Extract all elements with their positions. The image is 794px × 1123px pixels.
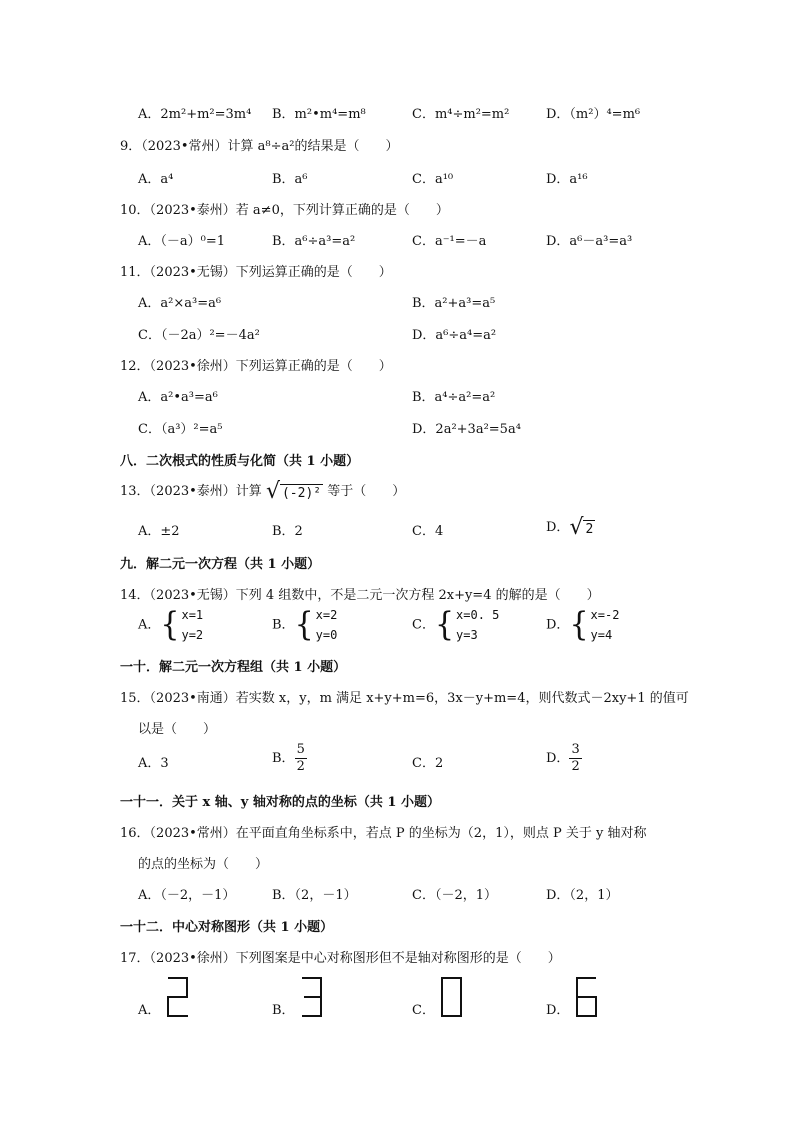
section-heading-8: 八．二次根式的性质与化简（共 1 小题） — [120, 454, 360, 469]
q16-option-d: D．（2，1） — [546, 888, 619, 903]
q15-stem-line2: 以是（ ） — [138, 722, 217, 737]
q8-option-d: D．（m²）⁴=m⁶ — [546, 107, 641, 122]
section-heading-9: 九．解二元一次方程（共 1 小题） — [120, 557, 321, 572]
q17-option-d-label: D． — [546, 1003, 570, 1018]
q13-stem-pre: 13．（2023•泰州）计算 — [120, 484, 262, 499]
brace-icon: { — [434, 605, 455, 644]
q13-option-d-label: D． — [546, 520, 570, 535]
q14-option-a — [138, 605, 203, 645]
sqrt-sign-icon: √ — [265, 478, 280, 504]
q10-option-b: B．a⁶÷a³=a² — [272, 234, 356, 249]
q13-option-a: A．±2 — [138, 524, 180, 539]
q15-stem-line1: 15．（2023•南通）若实数 x，y，m 满足 x+y+m=6，3x－y+m=4，则代数式－2xy+1 的值可 — [120, 691, 689, 706]
q14-option-a-label: A． — [138, 617, 161, 633]
q13-option-d-radical — [569, 514, 595, 540]
section-heading-12: 一十二．中心对称图形（共 1 小题） — [120, 920, 334, 935]
q16-stem-line2: 的点的坐标为（ ） — [138, 857, 269, 872]
q12-stem: 12．（2023•徐州）下列运算正确的是（ ） — [120, 359, 392, 374]
q16-stem-line1: 16．（2023•常州）在平面直角坐标系中，若点 P 的坐标为（2，1），则点 P 关于 y 轴对称 — [120, 826, 647, 841]
q17-option-b-label: B． — [272, 1003, 295, 1018]
digit-0-figure-icon — [439, 976, 465, 1020]
q14-option-b-label: B． — [272, 617, 295, 633]
q9-option-b: B．a⁶ — [272, 172, 308, 187]
q13-option-b: B．2 — [272, 524, 303, 539]
section-heading-10: 一十．解二元一次方程组（共 1 小题） — [120, 660, 347, 675]
digit-2-figure-icon — [165, 976, 191, 1020]
q11-option-b: B．a²+a³=a⁵ — [412, 296, 496, 311]
q15-option-a: A．3 — [138, 756, 169, 771]
q14-b-row1: x=2 — [315, 608, 338, 622]
q14-option-b-system — [295, 605, 338, 645]
q15-option-d — [546, 742, 582, 775]
q13-stem — [120, 480, 405, 503]
q16-option-c: C．（－2，1） — [412, 888, 497, 903]
q14-d-row1: x=-2 — [590, 608, 620, 622]
q8-option-b: B．m²•m⁴=m⁸ — [272, 107, 366, 122]
q12-option-a: A．a²•a³=a⁶ — [138, 390, 218, 405]
q9-stem: 9．（2023•常州）计算 a⁸÷a²的结果是（ ） — [120, 139, 399, 154]
q15-option-c: C．2 — [412, 756, 444, 771]
q14-c-row1: x=0. 5 — [456, 608, 500, 622]
q14-option-c-label: C． — [412, 617, 435, 633]
q17-option-d — [546, 976, 600, 1020]
q11-stem: 11．（2023•无锡）下列运算正确的是（ ） — [120, 265, 392, 280]
q10-option-a: A．（－a）⁰=1 — [138, 234, 226, 249]
section-heading-11: 一十一．关于 x 轴、y 轴对称的点的坐标（共 1 小题） — [120, 795, 440, 810]
q10-option-c: C．a⁻¹=－a — [412, 234, 487, 249]
fraction-denominator: 2 — [296, 759, 305, 774]
q17-option-a-label: A． — [138, 1003, 161, 1018]
q14-option-d-system — [569, 605, 619, 645]
q14-b-row2: y=0 — [315, 628, 338, 642]
brace-icon: { — [160, 605, 180, 644]
q10-stem: 10．（2023•泰州）若 a≠0，下列计算正确的是（ ） — [120, 203, 449, 218]
q12-option-d: D．2a²+3a²=5a⁴ — [412, 422, 521, 437]
q11-option-a: A．a²×a³=a⁶ — [138, 296, 222, 311]
digit-6-figure-icon — [574, 976, 600, 1020]
q15-option-d-label: D． — [546, 751, 570, 766]
q17-option-c-label: C． — [412, 1003, 435, 1018]
q16-option-a: A．（－2，－1） — [138, 888, 236, 903]
fraction-numerator: 3 — [571, 742, 580, 757]
q17-stem: 17．（2023•徐州）下列图案是中心对称图形但不是轴对称图形的是（ ） — [120, 951, 561, 966]
q10-option-d: D．a⁶－a³=a³ — [546, 234, 633, 249]
q17-option-a — [138, 976, 191, 1020]
q14-option-c — [412, 605, 499, 645]
digit-3-figure-icon — [299, 976, 325, 1020]
q13-option-d-radicand: 2 — [585, 521, 594, 537]
q14-option-c-system — [435, 605, 499, 645]
sqrt-sign-icon: √ — [569, 514, 584, 540]
q8-option-c: C．m⁴÷m²=m² — [412, 107, 510, 122]
q14-option-a-system — [160, 605, 203, 645]
brace-icon: { — [294, 605, 314, 644]
q9-option-d: D．a¹⁶ — [546, 172, 588, 187]
q13-stem-post: 等于（ ） — [327, 484, 406, 499]
q14-stem: 14．（2023•无锡）下列 4 组数中，不是二元一次方程 2x+y=4 的解的是（ ） — [120, 588, 600, 603]
q13-option-d — [546, 516, 595, 539]
q14-option-b — [272, 605, 337, 645]
q12-option-b: B．a⁴÷a²=a² — [412, 390, 496, 405]
q16-option-b: B．（2，－1） — [272, 888, 357, 903]
q15-option-d-fraction — [569, 742, 581, 775]
q14-a-row2: y=2 — [181, 628, 204, 642]
q14-option-d-label: D． — [546, 617, 570, 633]
fraction-denominator: 2 — [571, 759, 580, 774]
q14-c-row2: y=3 — [456, 628, 478, 642]
brace-icon: { — [569, 605, 589, 644]
q14-option-d — [546, 605, 619, 645]
q13-radical — [265, 478, 323, 504]
q13-option-c: C．4 — [412, 524, 444, 539]
q11-option-d: D．a⁶÷a⁴=a² — [412, 328, 497, 343]
q17-option-b — [272, 976, 325, 1020]
q15-option-b — [272, 742, 307, 775]
q11-option-c: C．（－2a）²=－4a² — [138, 328, 260, 343]
q9-option-c: C．a¹⁰ — [412, 172, 454, 187]
q8-option-a: A．2m²+m²=3m⁴ — [138, 107, 252, 122]
fraction-numerator: 5 — [296, 742, 305, 757]
q13-radicand: (-2)² — [281, 485, 322, 501]
q12-option-c: C．（a³）²=a⁵ — [138, 422, 223, 437]
q14-a-row1: x=1 — [181, 608, 204, 622]
q17-option-c — [412, 976, 465, 1020]
q15-option-b-label: B． — [272, 751, 295, 766]
q15-option-b-fraction — [295, 742, 307, 775]
q9-option-a: A．a⁴ — [138, 172, 174, 187]
q14-d-row2: y=4 — [590, 628, 613, 642]
